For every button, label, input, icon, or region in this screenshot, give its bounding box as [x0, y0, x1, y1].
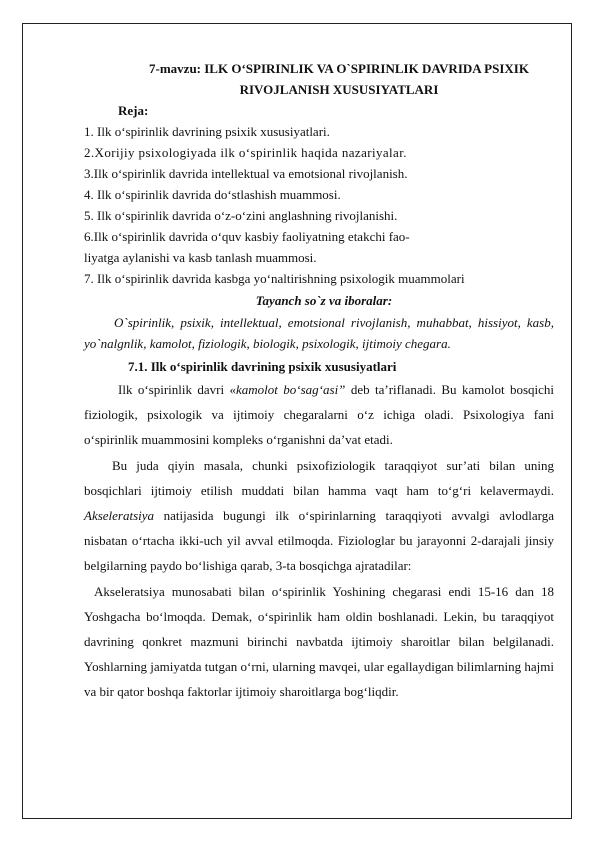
- document-page: [84, 58, 554, 705]
- plan-item: 1. Ilk o‘spirinlik davrining psixik xususiyatlari.: [84, 123, 330, 139]
- plan-item: 7. Ilk o‘spirinlik davrida kasbga yo‘naltirishning psixologik muammolari: [84, 270, 465, 286]
- title-line-1: 7-mavzu: ILK O‘SPIRINLIK VA O`SPIRINLIK DAVRIDA PSIXIK: [149, 61, 529, 76]
- section-heading: 7.1. Ilk o‘spirinlik davrining psixik xususiyatlari: [128, 359, 397, 374]
- keywords-text: O`spirinlik, psixik, intellektual, emotsional rivojlanish, muhabbat, hissiyot, kasb, yo`nalgnlik, kamolot, fiziologik, biologik, psixologik, ijtimoiy chegara.: [84, 315, 554, 351]
- plan-list: [84, 121, 554, 289]
- paragraph-3: Akseleratsiya munosabati bilan o‘spirinlik Yoshining chegarasi endi 15-16 dan 18 Yoshgacha bo‘lmoqda. Demak, o‘spirinlik ham oldin boshlanadi. Lekin, bu taraqqiyot davrining qonkret mazmuni birinchi navbatda ijtimoiy sharoitlar bilan belgilanadi. Yoshlarning jamiyatda tutgan o‘rni, ularning mavqei, ular egallaydigan bilimlarning hajmi va bir qator boshqa faktorlar ijtimoiy sharoitlarga bog‘liqdir.: [84, 583, 554, 700]
- plan-item: 2.Xorijiy psixologiyada ilk o‘spirinlik haqida nazariyalar.: [84, 144, 407, 160]
- paragraph-1-pre: Ilk o‘spirinlik davri «: [118, 382, 237, 397]
- keywords-heading: Tayanch so`z va iboralar:: [255, 292, 393, 308]
- title-line-2: RIVOJLANISH XUSUSIYATLARI: [239, 82, 439, 97]
- plan-label: Reja:: [118, 103, 149, 118]
- paragraph-1-italic: kamolot bo‘sag‘asi”: [236, 382, 346, 397]
- paragraph-2-post: natijasida bugungi ilk o‘spirinlarning taraqqiyoti avvalgi avlodlarga nisbatan o‘rtacha ikki-uch yil avval etilmoqda. Fiziologlar bu jarayonni 2-darajali jinsiy belgilarning paydo bo‘lishiga qarab, 3-ta bosqichga ajratadilar:: [84, 508, 554, 574]
- paragraph-1: [84, 377, 554, 453]
- paragraph-2: [84, 453, 554, 579]
- plan-item: 5. Ilk o‘spirinlik davrida o‘z-o‘zini anglashning rivojlanishi.: [84, 207, 398, 223]
- paragraph-1-post: deb ta’riflanadi. Bu kamolot bosqichi fiziologik, psixologik va ijtimoiy chegaralarni o‘z ichiga oladi. Psixologiya fani o‘spirinlik muammosini kompleks o‘rganishni da’vat etadi.: [84, 382, 555, 448]
- plan-item: 3.Ilk o‘spirinlik davrida intellektual va emotsional rivojlanish.: [84, 165, 408, 181]
- plan-item: 6.Ilk o‘spirinlik davrida o‘quv kasbiy faoliyatning etakchi fao-: [84, 228, 410, 244]
- plan-item: liyatga aylanishi va kasb tanlash muammosi.: [84, 249, 317, 265]
- document-title: [84, 58, 554, 100]
- paragraph-2-pre: Bu juda qiyin masala, chunki psixofiziologik taraqqiyot sur’ati bilan uning bosqichlari ijtimoiy etilish muddati bilan hamma vaqt ham to‘g‘ri kelavermaydi.: [84, 457, 554, 498]
- paragraph-2-italic: Akseleratsiya: [84, 508, 155, 524]
- plan-item: 4. Ilk o‘spirinlik davrida do‘stlashish muammosi.: [84, 186, 341, 202]
